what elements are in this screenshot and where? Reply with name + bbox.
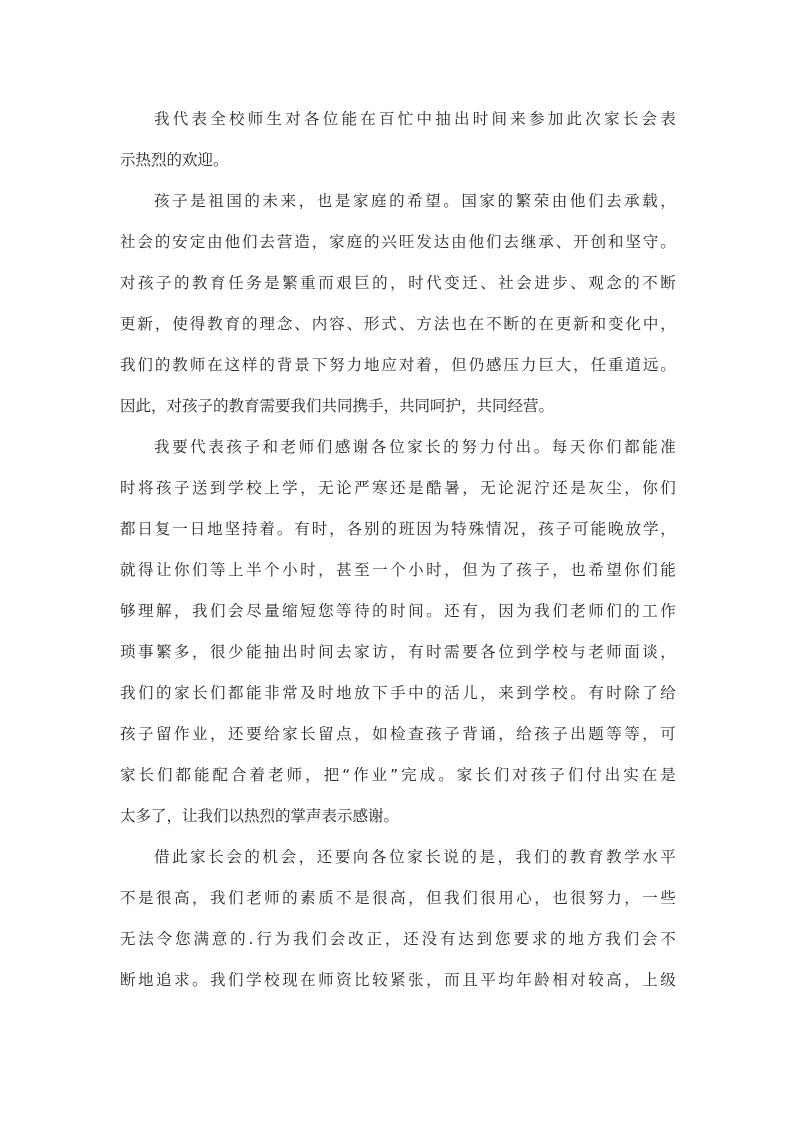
paragraph xyxy=(120,427,680,837)
text-line: 因此，对孩子的教育需要我们共同携手，共同呵护，共同经营。 xyxy=(120,397,555,415)
text-line: 家长们都能配合着老师，把“作业”完成。家长们对孩子们付出实在是 xyxy=(120,766,676,784)
paragraph xyxy=(120,837,680,1001)
text-line: 断地追求。我们学校现在师资比较紧张，而且平均年龄相对较高，上级 xyxy=(120,971,676,989)
text-line: 我们的家长们都能非常及时地放下手中的活儿，来到学校。有时除了给 xyxy=(120,684,676,702)
body-text xyxy=(120,99,680,1001)
text-line: 不是很高，我们老师的素质不是很高，但我们很用心，也很努力，一些 xyxy=(120,889,676,907)
text-line: 我代表全校师生对各位能在百忙中抽出时间来参加此次家长会表 xyxy=(154,110,676,128)
text-line: 我要代表孩子和老师们感谢各位家长的努力付出。每天你们都能准 xyxy=(154,438,676,456)
text-line: 我们的教师在这样的背景下努力地应对着，但仍感压力巨大，任重道远。 xyxy=(120,356,676,374)
text-line: 更新，使得教育的理念、内容、形式、方法也在不断的在更新和变化中， xyxy=(120,315,676,333)
text-line: 时将孩子送到学校上学，无论严寒还是酷暑，无论泥泞还是灰尘，你们 xyxy=(120,479,676,497)
text-line: 都日复一日地坚持着。有时，各别的班因为特殊情况，孩子可能晚放学， xyxy=(120,520,676,538)
paragraph xyxy=(120,181,680,427)
text-line: 就得让你们等上半个小时，甚至一个小时，但为了孩子，也希望你们能 xyxy=(120,561,676,579)
paragraph xyxy=(120,99,680,181)
text-line: 借此家长会的机会，还要向各位家长说的是，我们的教育教学水平 xyxy=(154,848,676,866)
text-line: 示热烈的欢迎。 xyxy=(120,151,229,169)
text-line: 无法令您满意的.行为我们会改正，还没有达到您要求的地方我们会不 xyxy=(120,930,676,948)
text-line: 太多了，让我们以热烈的掌声表示感谢。 xyxy=(120,807,400,825)
text-line: 对孩子的教育任务是繁重而艰巨的，时代变迁、社会进步、观念的不断 xyxy=(120,274,676,292)
text-line: 琐事繁多，很少能抽出时间去家访，有时需要各位到学校与老师面谈， xyxy=(120,643,676,661)
text-line: 孩子留作业，还要给家长留点，如检查孩子背诵，给孩子出题等等，可 xyxy=(120,725,676,743)
text-line: 孩子是祖国的未来，也是家庭的希望。国家的繁荣由他们去承载， xyxy=(154,192,676,210)
text-line: 够理解，我们会尽量缩短您等待的时间。还有，因为我们老师们的工作 xyxy=(120,602,676,620)
text-line: 社会的安定由他们去营造，家庭的兴旺发达由他们去继承、开创和坚守。 xyxy=(120,233,676,251)
